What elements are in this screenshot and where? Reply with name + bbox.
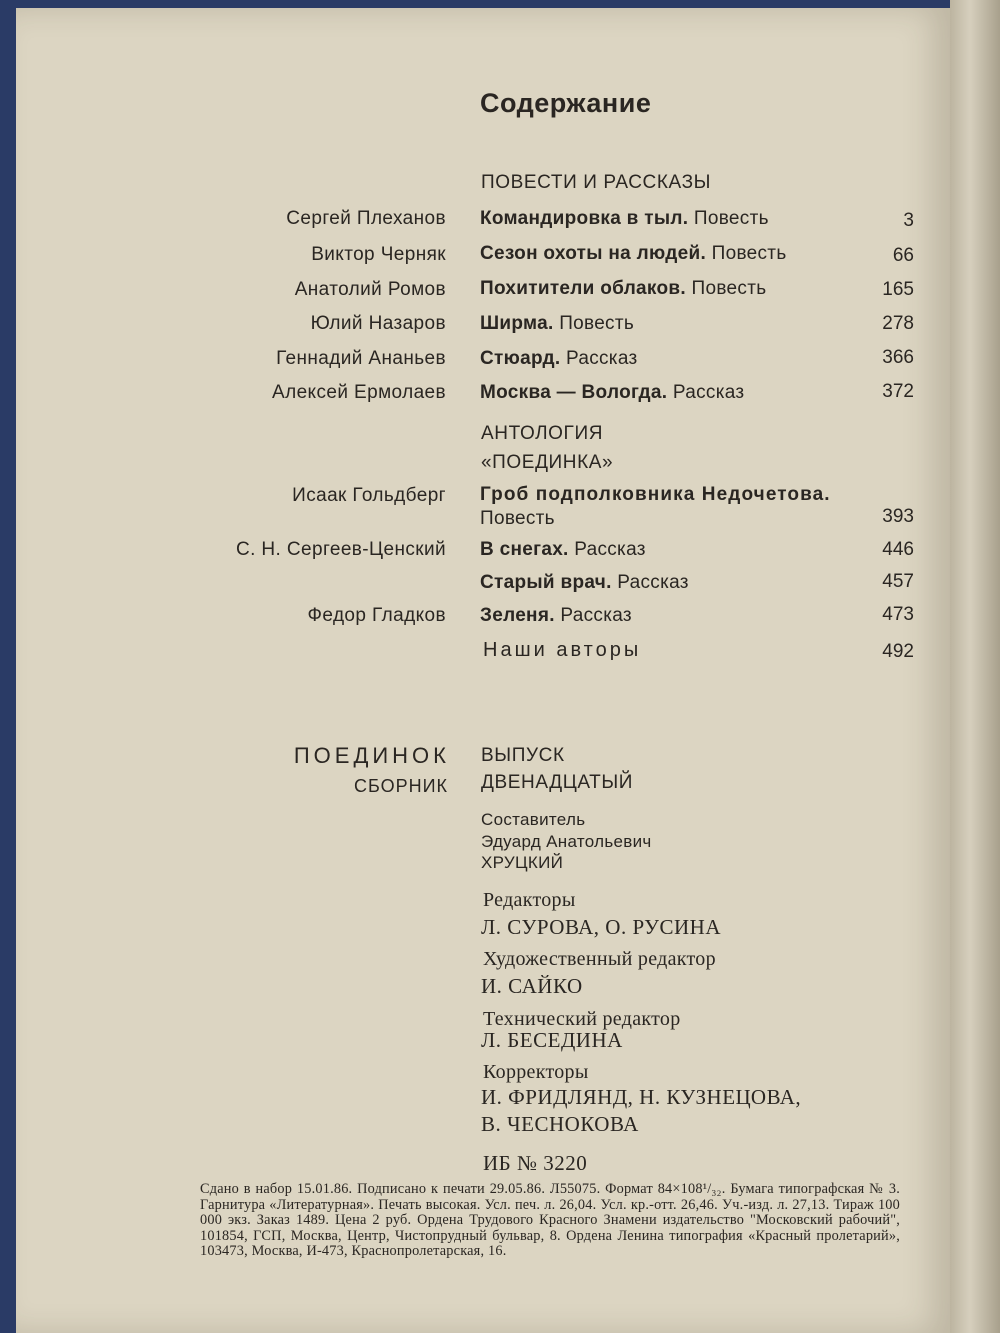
toc-page-number: 3: [903, 210, 914, 231]
issue-line1: ВЫПУСК: [481, 745, 565, 766]
toc-work: Командировка в тыл. Повесть: [480, 208, 769, 229]
toc-author: Юлий Назаров: [310, 313, 446, 334]
toc-author: Анатолий Ромов: [294, 279, 446, 300]
proofreaders-names: И. ФРИДЛЯНД, Н. КУЗНЕЦОВА,: [481, 1085, 802, 1109]
page-edge: [950, 0, 1000, 1333]
art-editor-label: Художественный редактор: [483, 948, 716, 970]
imprint-text: Сдано в набор 15.01.86. Подписано к печати 29.05.86. Л55075. Формат 84×108¹/₃₂. Бумага типографская № 3. Гарнитура «Литературная». Печать высокая. Усл. печ. л. 26,04. Усл. кр.-отт. 26,46. Уч.-изд. л. 27,13. Тираж 100 000 экз. Заказ 1489. Цена 2 руб. Ордена Трудового Красного Знамени издательство "Московский рабочий", 101854, ГСП, Москва, Центр, Чистопрудный бульвар, 8. Ордена Ленина типография «Красный пролетарий», 103473, Москва, И-473, Краснопролетарская, 16.: [200, 1181, 900, 1260]
section-heading-anthology-sub: «ПОЕДИНКА»: [481, 452, 614, 473]
contents-title: Содержание: [480, 88, 652, 118]
proofreaders-label: Корректоры: [483, 1061, 589, 1083]
toc-page-number: 393: [882, 506, 914, 527]
art-editor-name: И. САЙКО: [481, 974, 583, 998]
toc-work-title: Гроб подполковника Недочетова.: [480, 484, 831, 505]
toc-work: Сезон охоты на людей. Повесть: [480, 243, 787, 264]
our-authors-label: Наши авторы: [483, 639, 642, 661]
issue-line2: ДВЕНАДЦАТЫЙ: [481, 772, 634, 793]
toc-work: Старый врач. Рассказ: [480, 572, 689, 593]
section-heading-stories: ПОВЕСТИ И РАССКАЗЫ: [481, 172, 712, 193]
toc-work: Похитители облаков. Повесть: [480, 278, 767, 299]
toc-page-number: 457: [882, 571, 914, 592]
toc-page-number: 473: [882, 604, 914, 625]
toc-work: Москва — Вологда. Рассказ: [480, 382, 745, 403]
toc-work-genre: Повесть: [480, 508, 555, 529]
proofreaders-names-2: В. ЧЕСНОКОВА: [481, 1112, 639, 1136]
compiler-name: Эдуард Анатольевич: [481, 832, 652, 851]
toc-page-number: 366: [882, 347, 914, 368]
editors-label: Редакторы: [483, 889, 576, 911]
toc-page-number: 66: [892, 245, 914, 266]
toc-page-number: 372: [882, 381, 914, 402]
book-subtitle: СБОРНИК: [353, 776, 448, 796]
toc-page-number: 278: [882, 313, 914, 334]
toc-author: Сергей Плеханов: [286, 208, 446, 229]
toc-page-number: 165: [882, 279, 914, 300]
tech-editor-label: Технический редактор: [483, 1008, 681, 1030]
toc-author: Федор Гладков: [307, 605, 446, 626]
toc-author: Геннадий Ананьев: [276, 348, 446, 369]
section-heading-anthology: АНТОЛОГИЯ: [481, 423, 604, 444]
toc-author: С. Н. Сергеев-Ценский: [235, 539, 446, 560]
toc-page-number: 492: [882, 641, 914, 662]
compiler-label: Составитель: [481, 810, 586, 829]
toc-work: В снегах. Рассказ: [480, 539, 646, 560]
toc-work: Ширма. Повесть: [480, 313, 635, 334]
tech-editor-name: Л. БЕСЕДИНА: [481, 1028, 623, 1052]
toc-author: Виктор Черняк: [311, 244, 446, 265]
editors-names: Л. СУРОВА, О. РУСИНА: [481, 915, 721, 939]
toc-work: Зеленя. Рассказ: [480, 605, 632, 626]
toc-author: Исаак Гольдберг: [292, 485, 446, 506]
toc-author: Алексей Ермолаев: [272, 382, 446, 403]
toc-page-number: 446: [882, 539, 914, 560]
ib-number: ИБ № 3220: [483, 1151, 588, 1175]
toc-work: Стюард. Рассказ: [480, 348, 638, 369]
compiler-surname: ХРУЦКИЙ: [481, 853, 564, 872]
book-title: ПОЕДИНОК: [293, 743, 450, 768]
